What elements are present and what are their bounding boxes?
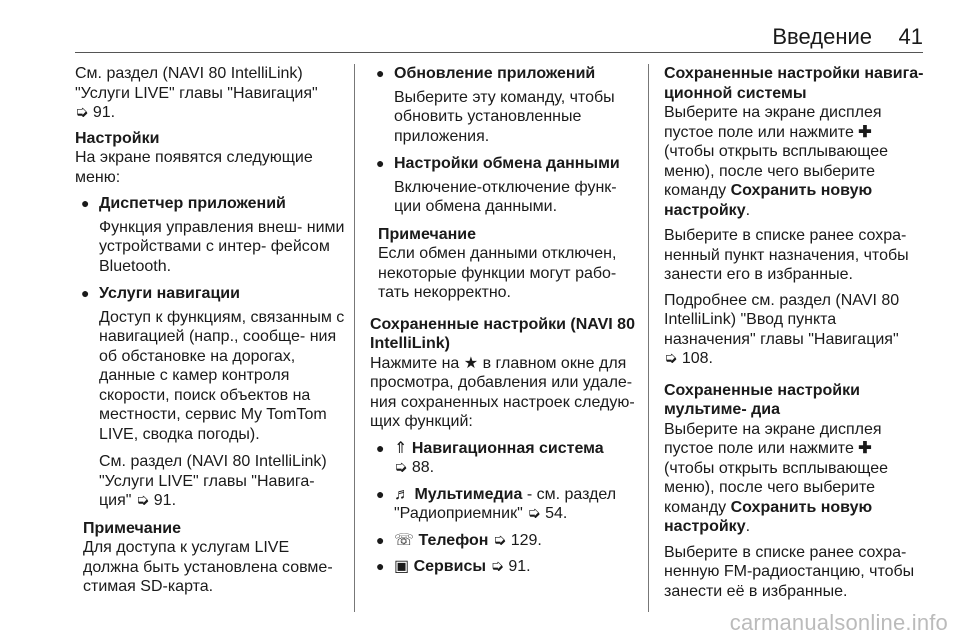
bullet-icon: ● <box>376 439 385 456</box>
list-item-title: Диспетчер приложений <box>99 195 286 212</box>
list-item-title: Настройки обмена данными <box>394 155 620 172</box>
arrow-icon: ➭ <box>75 104 89 121</box>
arrow-icon: ➭ <box>492 531 507 549</box>
navigation-icon: ⇑ <box>394 439 408 457</box>
nav-saved-heading: Сохраненные настройки навига- ционной системы <box>664 65 924 102</box>
list-item <box>370 64 635 84</box>
list-item-multimedia: ● ♬ Мультимедиа - см. раздел "Радиоприемник" ➭ 54. <box>376 485 617 522</box>
arrow-icon: ➭ <box>527 505 541 522</box>
list-item-ref: См. раздел (NAVI 80 IntelliLink) "Услуги LIVE" главы "Навига- ция" ➭ 91. <box>99 453 327 509</box>
media-saved-text: Выберите на экране дисплея пустое поле или нажмите ✚ (чтобы открыть всплывающее меню), после чего выберите команду Сохранить новую настройку. <box>664 420 889 535</box>
settings-text: На экране появятся следующие меню: <box>75 149 313 186</box>
list-item <box>370 154 635 174</box>
column-1 <box>75 64 345 603</box>
page-header <box>0 0 960 52</box>
header-rule <box>75 52 923 53</box>
arrow-icon: ➭ <box>490 558 504 575</box>
page-ref[interactable]: 91. <box>92 104 116 121</box>
page-ref[interactable]: 129. <box>510 531 542 549</box>
arrow-icon: ➭ <box>135 492 150 509</box>
list-item <box>75 194 345 214</box>
intro-paragraph: См. раздел (NAVI 80 IntelliLink) "Услуги LIVE" главы "Навигация" ➭ 91. <box>75 65 318 121</box>
list-item-text: Функция управления внеш- ними устройствами с интер- фейсом Bluetooth. <box>99 218 345 275</box>
page-ref[interactable]: 91. <box>508 558 531 575</box>
column-3 <box>664 64 926 607</box>
bullet-icon: ● <box>376 558 385 574</box>
page-ref[interactable]: 54. <box>545 505 568 522</box>
list-item-text: Выберите эту команду, чтобы обновить установленные приложения. <box>394 88 615 145</box>
nav-saved-text3: Подробнее см. раздел (NAVI 80 IntelliLink) "Ввод пункта назначения" главы "Навигация" ➭ 108. <box>664 291 900 367</box>
command-label: Сохранить новую настройку <box>664 498 873 535</box>
media-saved-heading: Сохраненные настройки мультиме- диа <box>664 381 860 418</box>
page-ref[interactable]: 108. <box>681 350 713 367</box>
note-text: Если обмен данными отключен, некоторые функции могут рабо- тать некорректно. <box>378 245 617 301</box>
saved-settings-heading: Сохраненные настройки (NAVI 80 IntelliLink) <box>370 315 635 352</box>
arrow-icon: ➭ <box>394 459 408 476</box>
list-item-navigation: ● ⇑ Навигационная система ➭ 88. <box>376 439 604 476</box>
saved-settings-text: Нажмите на ★ в главном окне для просмотра, добавления или удале- ния сохраненных настроек следую- щих функций: <box>370 354 635 430</box>
list-item-text: Включение-отключение функ- ции обмена данными. <box>394 178 617 215</box>
page-ref[interactable]: 91. <box>153 492 177 509</box>
plus-icon: ✚ <box>858 123 872 141</box>
bullet-icon: ● <box>376 485 385 502</box>
plus-icon: ✚ <box>858 440 872 457</box>
bullet-icon: ● <box>376 65 385 81</box>
phone-icon: ☏ <box>394 531 415 549</box>
bullet-icon: ● <box>376 531 385 548</box>
media-saved-text2: Выберите в списке ранее сохра- ненную FM-радиостанцию, чтобы занести её в избранные. <box>664 543 915 600</box>
column-2 <box>370 64 635 577</box>
arrow-icon: ➭ <box>664 350 678 367</box>
bullet-icon: ● <box>81 285 90 301</box>
watermark: carmanualsonline.info <box>729 610 948 635</box>
star-icon: ★ <box>463 354 479 372</box>
list-item-title: Услуги навигации <box>99 285 240 302</box>
media-icon: ♬ <box>394 485 410 503</box>
column-divider <box>648 64 649 612</box>
list-item-title: Обновление приложений <box>394 65 596 82</box>
column-divider <box>354 64 355 612</box>
note-heading: Примечание <box>83 519 182 537</box>
command-label: Сохранить новую настройку <box>664 182 873 219</box>
bullet-icon: ● <box>81 195 90 211</box>
page-title: Введение <box>772 24 872 49</box>
note-heading: Примечание <box>378 225 477 243</box>
list-item-services: ● ▣ Сервисы ➭ 91. <box>376 558 531 575</box>
note-text: Для доступа к услугам LIVE должна быть установлена совме- стимая SD-карта. <box>83 539 333 595</box>
services-icon: ▣ <box>394 558 410 575</box>
page-ref[interactable]: 88. <box>411 459 435 476</box>
list-item-phone: ● ☏ Телефон ➭ 129. <box>376 531 542 549</box>
list-item-text: Доступ к функциям, связанным с навигацией (напр., сообще- ния об обстановке на дорогах, данные с камер контроля скорости, поиск объектов на местности, сервис My TomTom LIVE, сводка погоды). <box>99 308 345 443</box>
settings-heading: Настройки <box>75 129 160 147</box>
nav-saved-text2: Выберите в списке ранее сохра- ненный пункт назначения, чтобы занести его в избранные. <box>664 227 909 283</box>
nav-saved-text: Выберите на экране дисплея пустое поле или нажмите ✚ (чтобы открыть всплывающее меню), после чего выберите команду Сохранить новую настройку. <box>664 104 889 219</box>
list-item <box>75 284 345 304</box>
bullet-icon: ● <box>376 155 385 171</box>
page-number: 41 <box>898 24 923 49</box>
